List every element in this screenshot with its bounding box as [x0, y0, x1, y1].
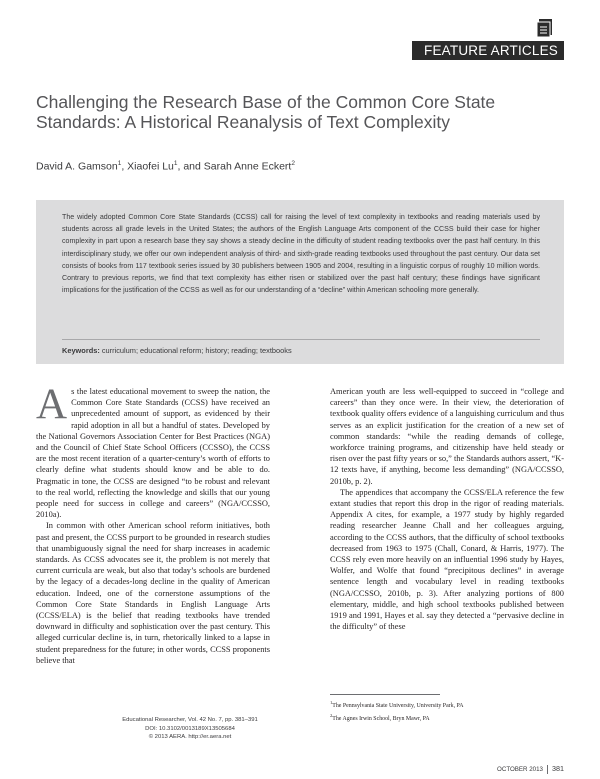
- footnotes: [330, 698, 564, 724]
- author-name: Xiaofei Lu: [127, 160, 174, 173]
- body-column-right: [330, 386, 564, 632]
- footnote-mark: 1: [330, 700, 333, 705]
- section-banner: FEATURE ARTICLES: [412, 41, 564, 60]
- footnote: [330, 711, 564, 724]
- footer-separator: [547, 765, 548, 774]
- citation-block: [90, 716, 290, 742]
- paragraph: American youth are less well-equipped to succeed in “college and careers” than they once were. In their view, the deterioration of textbook quality offers evidence of a languishing curriculum and thus serves as an explicit justification for the creation of a new set of common standards: “while the reading demands of college, workforce training programs, and citizenship have held steady or risen over the past fifty years or so,” the Standards authors assert, “K-12 texts have, if anything, become less demanding” (NGA/CCSSO, 2010b, p. 2).: [330, 387, 564, 486]
- keywords-label: Keywords:: [62, 346, 100, 355]
- keywords-list: curriculum; educational reform; history; reading; textbooks: [101, 346, 292, 355]
- paragraph: The appendices that accompany the CCSS/ELA reference the few extant studies that report this drop in the rigor of reading materials. Appendix A cites, for example, a 1977 study by highly regarded reading researcher Jeanne Chall and her colleagues arguing, according to the CCSS authors, that the difficulty of school textbooks decreased from 1963 to 1975 (Chall, Conard, & Harris, 1977). The CCSS rely even more heavily on an influential 1996 study by Hayes, Wolfer, and Wolfe that found “precipitous declines” in average sentence length and vocabulary level in reading textbooks (NGA/CCSSO, 2010b, p. 3). After analyzing portions of 800 elementary, middle, and high school textbooks published between 1919 and 1991, Hayes et al. say they detected a “pervasive decline in the difficulty” of these: [330, 487, 564, 632]
- footnote-text: The Pennsylvania State University, University Park, PA: [332, 702, 464, 709]
- journal-citation: Educational Researcher, Vol. 42 No. 7, pp. 381–391: [122, 717, 258, 723]
- paragraph-text: s the latest educational movement to sweep the nation, the Common Core State Standards (CCSS) have received an unprecedented amount of support, as evidenced by their rapid adoption in all but a handful of states. Developed by the National Governors Association Center for Best Practices (NGA) and the Council of Chief State School Officers (CCSSO), the CCSS are the most recent iteration of a quarter-century’s worth of efforts to clearly define what students should know and be able to do. Pragmatic in tone, the CCSS are designed “to be robust and relevant to the real world, reflecting the knowledge and skills that our young people need for success in college and careers” (NGA/CCSSO, 2010a).: [36, 387, 270, 520]
- footnote-divider: [330, 694, 440, 695]
- document-icon: [536, 18, 555, 38]
- body-column-left: [36, 381, 270, 666]
- affiliation-mark: 1: [173, 160, 178, 167]
- paragraph: [36, 381, 270, 520]
- keywords: [62, 346, 540, 355]
- author-name: David A. Gamson: [36, 160, 118, 173]
- author-separator: , and: [177, 160, 204, 173]
- copyright: © 2013 AERA. http://er.aera.net: [148, 734, 232, 740]
- page-number: 381: [552, 764, 564, 773]
- affiliation-mark: 1: [117, 160, 122, 167]
- paragraph: In common with other American school reform initiatives, both past and present, the CCSS purport to be grounded in research studies that unambiguously signal the need for sharp increases in academic standards. As CCSS advocates see it, the problem is not merely that current curricula are weak, but also that today’s schools are burdened by the legacy of a decades-long decline in the quality of American education. Indeed, one of the cornerstone assumptions of the Common Core State Standards in English Language Arts (CCSS/ELA) is the belief that reading textbooks have trended downward in difficulty and sophistication over the past century. This alleged curricular decline is, in turn, rhetorically linked to a lapse in student preparedness for the future; in other words, CCSS proponents believe that: [36, 521, 270, 665]
- issue-date: OCTOBER 2013: [497, 766, 543, 773]
- footnote: [330, 698, 564, 711]
- affiliation-mark: 2: [291, 160, 295, 167]
- divider: [62, 339, 540, 340]
- page-footer: [470, 764, 564, 774]
- author-name: Sarah Anne Eckert: [203, 160, 292, 173]
- article-title: Challenging the Research Base of the Common Core State Standards: A Historical Reanalysis of Text Complexity: [36, 92, 496, 132]
- abstract: The widely adopted Common Core State Standards (CCSS) call for raising the level of text complexity in textbooks and reading materials used by students across all grade levels in the United States; the authors of the English Language Arts component of the CCSS build their case for higher complexity in part upon a research base they say shows a steady decline in the difficulty of student reading textbooks over the past half century. In this interdisciplinary study, we offer our own independent analysis of third- and sixth-grade reading textbooks used throughout the past century. Our data set consists of books from 117 textbook series issued by 30 publishers between 1905 and 2004, resulting in a linguistic corpus of roughly 10 million words. Contrary to previous reports, we find that text complexity has either risen or stabilized over the past half century; these findings have significant implications for the justification of the CCSS as well as for our understanding of a “decline” within American schooling more generally.: [62, 213, 540, 295]
- author-separator: ,: [121, 160, 128, 173]
- footnote-mark: 2: [330, 712, 333, 718]
- drop-cap: A: [36, 381, 68, 428]
- footnote-text: The Agnes Irwin School, Bryn Mawr, PA: [332, 715, 430, 722]
- author-list: [36, 160, 556, 173]
- doi: DOI: 10.3102/0013189X13505684: [145, 725, 235, 732]
